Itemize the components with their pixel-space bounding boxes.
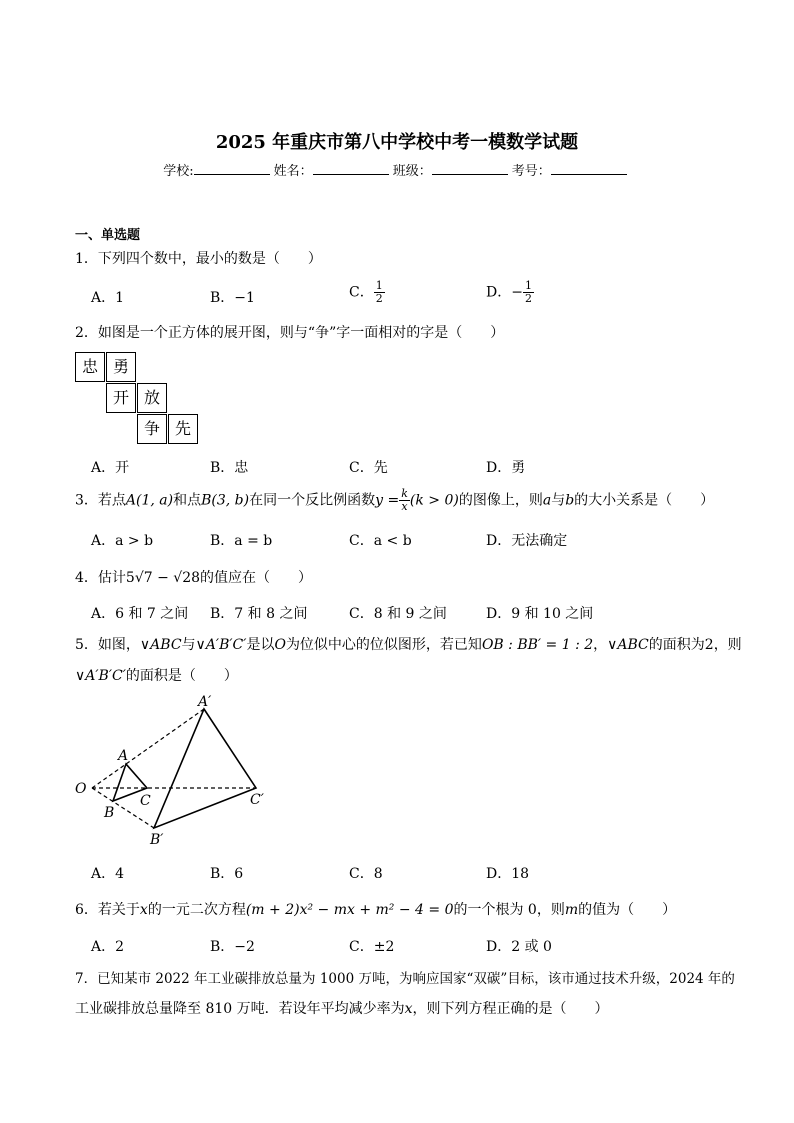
- label-a: A: [118, 748, 129, 764]
- frac-denominator: x: [401, 500, 408, 513]
- q5-stem-line1: [75, 634, 742, 654]
- q2-option-c: C．先: [349, 460, 388, 476]
- var-x: x: [139, 902, 148, 918]
- var-a: a: [542, 492, 552, 509]
- q7-text: 工业碳排放总量降至 810 万吨．若设年平均减少率为: [75, 1001, 405, 1017]
- q7-stem-line2: [75, 998, 609, 1018]
- q5-option-b: B．6: [210, 866, 244, 882]
- q5-text: 的面积为: [648, 637, 705, 653]
- q1-option-c-fraction: [374, 280, 385, 305]
- q1-option-c: [349, 280, 385, 305]
- q4-option-d: D．9 和 10 之间: [486, 606, 594, 622]
- q4-text: 的值应在（ ）: [200, 570, 313, 586]
- q6-equation: (m + 2)x² − mx + m² − 4 = 0: [245, 902, 454, 918]
- label-c1: C′: [250, 792, 264, 808]
- q5-text: 与: [181, 637, 196, 653]
- var-b: b: [565, 492, 575, 509]
- q4-option-a: A．6 和 7 之间: [91, 606, 189, 622]
- frac-numerator: 1: [375, 279, 383, 292]
- q6-option-c: C．±2: [349, 939, 395, 955]
- triangle-a1b1c1: ∨A′B′C′: [75, 668, 126, 684]
- q4-text: 4．估计: [75, 570, 126, 586]
- fn-fraction: [399, 488, 410, 513]
- q3-text: 与: [551, 492, 566, 509]
- net-cell: 开: [106, 383, 136, 413]
- net-cell: 先: [168, 414, 198, 444]
- var-m: m: [564, 902, 579, 918]
- q7-text: ，则下列方程正确的是（ ）: [412, 1001, 609, 1017]
- net-cell: 争: [137, 414, 167, 444]
- q6-text: 的值为（ ）: [578, 902, 677, 918]
- q2-option-b: B．忠: [210, 460, 249, 476]
- class-blank[interactable]: [432, 162, 508, 175]
- q2-stem: 2．如图是一个正方体的展开图，则与“争”字一面相对的字是（ ）: [75, 325, 505, 341]
- q6-option-d: D．2 或 0: [486, 939, 552, 955]
- q5-stem-line2: [75, 665, 238, 685]
- q5-option-d: D．18: [486, 866, 530, 882]
- q3-text: 和点: [173, 492, 202, 509]
- center-o: O: [274, 637, 286, 653]
- q4-expression: 5√7 − √28: [125, 570, 201, 586]
- q3-option-a: A．a > b: [91, 533, 154, 549]
- q3-option-d: D．无法确定: [486, 533, 568, 549]
- name-blank[interactable]: [313, 162, 389, 175]
- homothety-figure: [70, 690, 290, 850]
- q3-text: 的图像上，则: [458, 492, 543, 509]
- point-b: B(3, b): [201, 492, 250, 509]
- q5-text: 为位似中心的位似图形，若已知: [285, 637, 482, 653]
- school-blank[interactable]: [194, 162, 270, 175]
- label-b: B: [104, 805, 115, 821]
- q7-stem-line1: 7．已知某市 2022 年工业碳排放总量为 1000 万吨，为响应国家“双碳”目标，该市通过技术升级，2024 年的: [75, 971, 735, 987]
- q1-option-d: [486, 280, 534, 305]
- q3-text: 3．若点: [75, 492, 126, 509]
- page-title: 2025 年重庆市第八中学校中考一模数学试题: [215, 132, 579, 153]
- q6-text: 6．若关于: [75, 902, 140, 918]
- label-b1: B′: [150, 832, 164, 848]
- q6-option-a: A．2: [91, 939, 125, 955]
- net-cell: 放: [137, 383, 167, 413]
- triangle-abc: ∨ABC: [607, 637, 649, 653]
- q2-option-a: A．开: [91, 460, 130, 476]
- section-title: 一、单选题: [75, 228, 141, 243]
- frac-numerator: k: [401, 487, 408, 500]
- q6-stem: [75, 899, 676, 919]
- area-value: 2: [704, 637, 714, 653]
- fn-y: y =: [375, 492, 400, 509]
- q4-option-b: B．7 和 8 之间: [210, 606, 308, 622]
- fn-condition: (k > 0): [409, 492, 459, 509]
- frac-denominator: 2: [524, 292, 532, 305]
- point-a: A(1, a): [125, 492, 174, 509]
- q5-text: 5．如图，: [75, 637, 140, 653]
- exam-no-label: 考号：: [511, 164, 551, 179]
- q4-stem: [75, 567, 312, 587]
- net-cell: 忠: [75, 352, 105, 382]
- ratio: OB : BB′ = 1 : 2: [481, 637, 594, 653]
- triangle-a1b1c1: ∨A′B′C′: [195, 637, 247, 653]
- student-info-line: [0, 160, 794, 179]
- q6-option-b: B．−2: [210, 939, 255, 955]
- q6-text: 的一元二次方程: [147, 902, 246, 918]
- var-x: x: [404, 1001, 413, 1017]
- q4-option-c: C．8 和 9 之间: [349, 606, 447, 622]
- q5-text: ，: [593, 637, 608, 653]
- q3-option-b: B．a = b: [210, 533, 273, 549]
- q3-stem: [75, 488, 714, 513]
- q5-option-c: C．8: [349, 866, 383, 882]
- q3-text: 在同一个反比例函数: [249, 492, 376, 509]
- label-c: C: [140, 793, 151, 809]
- q6-text: 的一个根为 0，则: [453, 902, 565, 918]
- q3-text: 的大小关系是（ ）: [574, 492, 715, 509]
- school-label: 学校:: [163, 164, 194, 179]
- q3-option-c: C．a < b: [349, 533, 412, 549]
- q5-text: ，则: [713, 637, 742, 653]
- big-triangle: [154, 709, 256, 828]
- q1-stem: 1．下列四个数中，最小的数是（ ）: [75, 251, 322, 267]
- label-a1: A′: [198, 694, 212, 710]
- q1-option-d-prefix: D．−: [486, 284, 523, 301]
- q5-option-a: A．4: [91, 866, 125, 882]
- q1-option-a: A．1: [91, 290, 125, 306]
- q2-option-d: D．勇: [486, 460, 526, 476]
- net-cell: 勇: [106, 352, 136, 382]
- exam-no-blank[interactable]: [551, 162, 627, 175]
- q1-option-d-fraction: [523, 280, 534, 305]
- label-o: O: [75, 781, 87, 797]
- class-label: 班级：: [392, 164, 432, 179]
- q5-text: 是以: [246, 637, 275, 653]
- triangle-abc: ∨ABC: [139, 637, 182, 653]
- frac-denominator: 2: [375, 292, 383, 305]
- name-label: 姓名：: [273, 164, 313, 179]
- q1-option-b: B．−1: [210, 290, 255, 306]
- q5-text: 的面积是（ ）: [125, 668, 238, 684]
- q1-option-c-prefix: C．: [349, 284, 374, 301]
- frac-numerator: 1: [524, 279, 532, 292]
